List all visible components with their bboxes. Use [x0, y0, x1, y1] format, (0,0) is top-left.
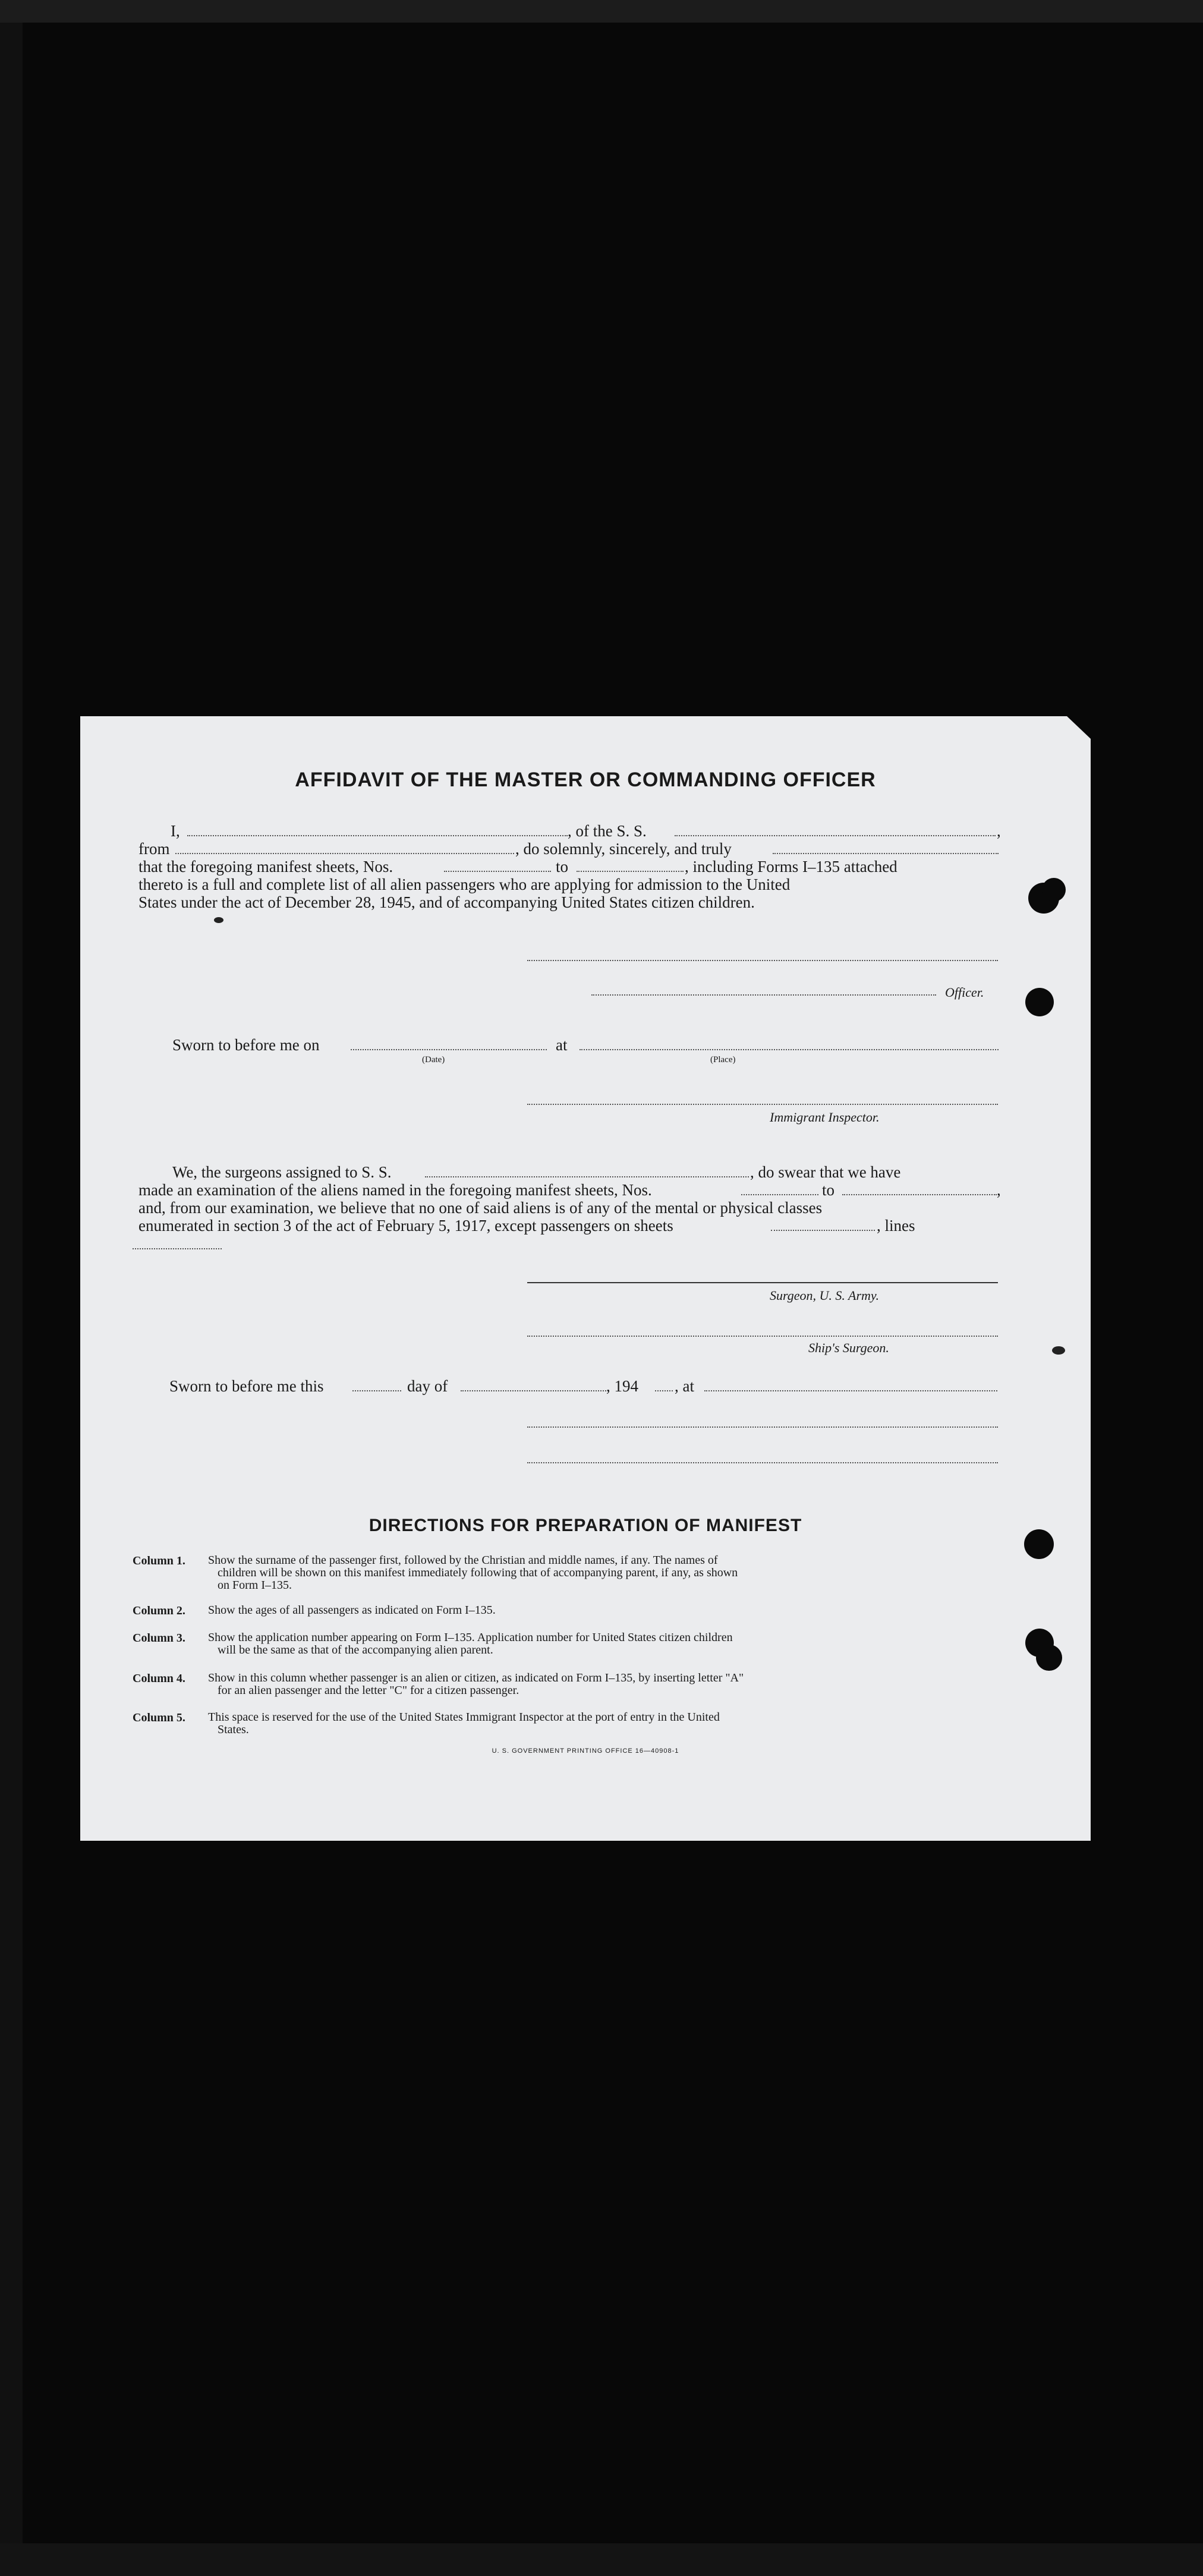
surgeon-sheet-from-field[interactable] — [741, 1194, 818, 1195]
sworn-place-field[interactable] — [580, 1049, 999, 1050]
date-caption: (Date) — [422, 1055, 445, 1065]
sworn-day-field[interactable] — [352, 1390, 401, 1391]
officer-caption: Officer. — [945, 985, 984, 1000]
surgeons-text: and, from our examination, we believe that no one of said aliens is of any of the mental or physical classes — [138, 1199, 823, 1217]
directions-title: DIRECTIONS FOR PREPARATION OF MANIFEST — [369, 1516, 802, 1535]
examination-text: made an examination of the aliens named in the foregoing manifest sheets, Nos. — [138, 1181, 652, 1199]
to-label: to — [822, 1181, 835, 1199]
surgeons-text: enumerated in section 3 of the act of February 5, 1917, except passengers on sheets — [138, 1217, 673, 1235]
inspector-caption: Immigrant Inspector. — [770, 1110, 880, 1125]
description-line: Show the surname of the passenger first, followed by the Christian and middle names, if any. The names of — [208, 1554, 718, 1567]
affidavit-text: thereto is a full and complete list of all alien passengers who are applying for admission to the United — [138, 876, 791, 893]
affidavit-title: AFFIDAVIT OF THE MASTER OR COMMANDING OFFICER — [295, 769, 876, 791]
sworn-text: Sworn to before me this — [169, 1377, 324, 1395]
sworn-month-field[interactable] — [461, 1390, 606, 1391]
column-description — [208, 1672, 999, 1697]
comma: , — [997, 822, 1001, 840]
column-description — [208, 1554, 999, 1592]
master-name-field[interactable] — [187, 835, 568, 836]
surgeons-text: We, the surgeons assigned to S. S. — [172, 1163, 392, 1181]
sheet-to-field[interactable] — [577, 871, 684, 872]
day-of-label: day of — [407, 1377, 448, 1395]
from-label: from — [138, 840, 170, 858]
sworn-year-field[interactable] — [655, 1390, 673, 1391]
ink-smudge — [214, 917, 223, 923]
surgeon-ship-field[interactable] — [425, 1176, 749, 1177]
description-line: Show the application number appearing on Form I–135. Application number for United States citizen children — [208, 1631, 733, 1644]
truly-field[interactable] — [773, 853, 999, 854]
description-line: Show the ages of all passengers as indicated on Form I–135. — [208, 1604, 496, 1617]
forms-attached-text: , including Forms I–135 attached — [685, 858, 897, 876]
column-label: Column 5. — [133, 1711, 185, 1724]
description-line: on Form I–135. — [218, 1579, 292, 1592]
army-surgeon-caption: Surgeon, U. S. Army. — [770, 1288, 879, 1303]
punch-hole-3 — [1025, 988, 1054, 1016]
description-line: Show in this column whether passenger is an alien or citizen, as indicated on Form I–135, by inserting letter "A" — [208, 1671, 744, 1684]
ship-name-field[interactable] — [675, 835, 996, 836]
column-description — [208, 1711, 999, 1736]
punch-hole-6 — [1036, 1645, 1062, 1671]
description-line: will be the same as that of the accompanying alien parent. — [218, 1643, 493, 1657]
officer-title-field[interactable] — [591, 994, 936, 996]
sworn2-place-field[interactable] — [704, 1390, 997, 1391]
manifest-nos-text: that the foregoing manifest sheets, Nos. — [138, 858, 393, 876]
punch-hole-2 — [1042, 878, 1066, 902]
sworn-date-field[interactable] — [351, 1049, 547, 1050]
ship-surgeon-signature-field[interactable] — [527, 1336, 998, 1337]
affidavit-text: States under the act of December 28, 1945, and of accompanying United States citizen children. — [138, 893, 755, 911]
column-label: Column 2. — [133, 1604, 185, 1617]
column-label: Column 3. — [133, 1632, 185, 1645]
inspector-signature-field[interactable] — [527, 1104, 998, 1105]
lines-label: , lines — [877, 1217, 915, 1235]
description-line: This space is reserved for the use of the United States Immigrant Inspector at the port of entry in the United — [208, 1711, 720, 1724]
solemnly-text: , do solemnly, sincerely, and truly — [515, 840, 732, 858]
official-signature-field[interactable] — [527, 1426, 998, 1428]
at-label: , at — [675, 1377, 694, 1395]
comma: , — [997, 1181, 1001, 1199]
column-description — [208, 1632, 999, 1657]
sworn-text: Sworn to before me on — [172, 1036, 320, 1054]
to-label: to — [556, 858, 569, 876]
year-label: , 194 — [606, 1377, 638, 1395]
column-description — [208, 1604, 999, 1617]
description-line: children will be shown on this manifest immediately following that of accompanying parent, if any, as shown — [218, 1566, 738, 1579]
scan-left-edge — [0, 23, 23, 2543]
from-port-field[interactable] — [175, 853, 514, 854]
except-lines-field[interactable] — [133, 1248, 222, 1249]
description-line: for an alien passenger and the letter "C" for a citizen passenger. — [218, 1684, 519, 1697]
column-label: Column 1. — [133, 1554, 185, 1567]
scan-bottom-edge — [0, 2543, 1203, 2576]
ship-surgeon-caption: Ship's Surgeon. — [808, 1340, 889, 1355]
ink-smudge — [1052, 1346, 1065, 1355]
description-line: States. — [218, 1723, 249, 1736]
page-corner-fold — [1067, 716, 1091, 739]
sheet-from-field[interactable] — [444, 871, 551, 872]
surgeon-sheet-to-field[interactable] — [842, 1194, 997, 1195]
document-page — [80, 716, 1091, 1841]
printing-office-footer: U. S. GOVERNMENT PRINTING OFFICE 16—40908-1 — [492, 1747, 679, 1755]
affidavit-i: I, — [171, 822, 180, 840]
scan-top-edge — [0, 0, 1203, 23]
except-sheets-field[interactable] — [771, 1230, 875, 1231]
army-surgeon-signature-field[interactable] — [527, 1282, 998, 1283]
place-caption: (Place) — [710, 1055, 736, 1065]
master-signature-field[interactable] — [527, 960, 998, 961]
swear-text: , do swear that we have — [750, 1163, 901, 1181]
ship-label: , of the S. S. — [568, 822, 647, 840]
official-title-field[interactable] — [527, 1462, 998, 1463]
at-label: at — [556, 1036, 568, 1054]
column-label: Column 4. — [133, 1672, 185, 1685]
